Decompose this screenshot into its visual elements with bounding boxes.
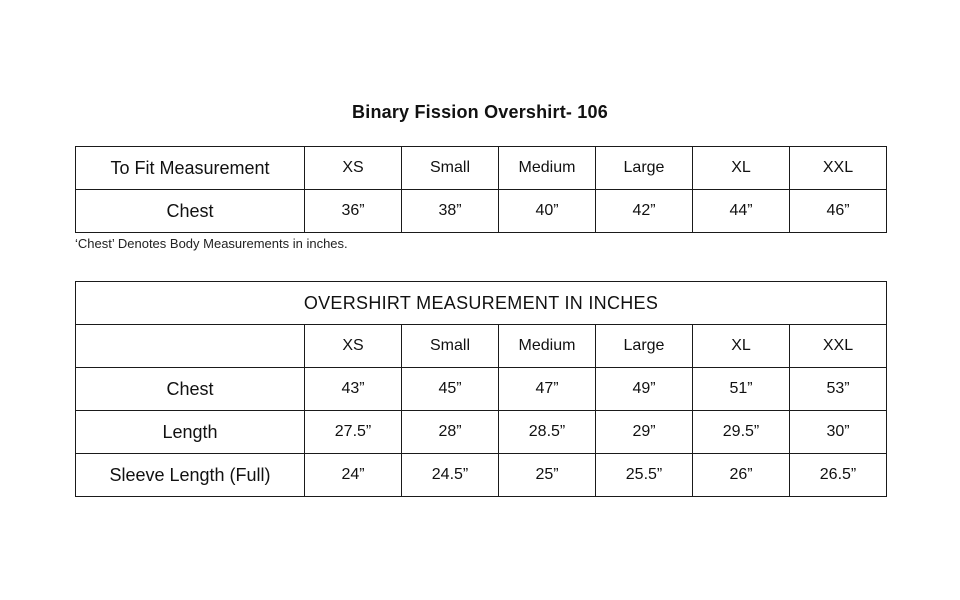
table-cell: 36” xyxy=(305,190,402,233)
table-cell: 25.5” xyxy=(596,454,693,497)
size-header: Large xyxy=(596,325,693,368)
table-row xyxy=(76,411,887,454)
table-cell: 46” xyxy=(790,190,887,233)
table-heading: OVERSHIRT MEASUREMENT IN INCHES xyxy=(76,282,887,325)
row-label: Chest xyxy=(76,368,305,411)
table-cell: 49” xyxy=(596,368,693,411)
chest-note: ‘Chest’ Denotes Body Measurements in inches. xyxy=(75,236,348,251)
table-cell: 25” xyxy=(499,454,596,497)
table-cell: 42” xyxy=(596,190,693,233)
fit-header-label: To Fit Measurement xyxy=(76,147,305,190)
row-label: Chest xyxy=(76,190,305,233)
page-title: Binary Fission Overshirt- 106 xyxy=(352,102,608,122)
table-header-row xyxy=(76,147,887,190)
table-cell: 28” xyxy=(402,411,499,454)
table-cell: 47” xyxy=(499,368,596,411)
size-header: Medium xyxy=(499,325,596,368)
empty-header-cell xyxy=(76,325,305,368)
size-header: XS xyxy=(305,325,402,368)
table-cell: 43” xyxy=(305,368,402,411)
size-header: XXL xyxy=(790,147,887,190)
table-cell: 28.5” xyxy=(499,411,596,454)
size-header: XXL xyxy=(790,325,887,368)
row-label: Sleeve Length (Full) xyxy=(76,454,305,497)
table-cell: 51” xyxy=(693,368,790,411)
table-cell: 45” xyxy=(402,368,499,411)
table-cell: 24” xyxy=(305,454,402,497)
size-header: Medium xyxy=(499,147,596,190)
size-header: Small xyxy=(402,325,499,368)
row-label: Length xyxy=(76,411,305,454)
size-header: XL xyxy=(693,325,790,368)
size-header: XS xyxy=(305,147,402,190)
table-cell: 27.5” xyxy=(305,411,402,454)
table-cell: 44” xyxy=(693,190,790,233)
table-cell: 26” xyxy=(693,454,790,497)
table-cell: 53” xyxy=(790,368,887,411)
overshirt-measurement-table xyxy=(75,281,887,497)
size-header: Small xyxy=(402,147,499,190)
table-row xyxy=(76,454,887,497)
fit-measurement-table xyxy=(75,146,887,233)
table-cell: 29.5” xyxy=(693,411,790,454)
table-cell: 29” xyxy=(596,411,693,454)
table-cell: 40” xyxy=(499,190,596,233)
table-row xyxy=(76,190,887,233)
size-header: XL xyxy=(693,147,790,190)
table-cell: 26.5” xyxy=(790,454,887,497)
table-row xyxy=(76,368,887,411)
size-header: Large xyxy=(596,147,693,190)
table-cell: 30” xyxy=(790,411,887,454)
table-cell: 38” xyxy=(402,190,499,233)
table-header-row xyxy=(76,325,887,368)
table-heading-row xyxy=(76,282,887,325)
table-cell: 24.5” xyxy=(402,454,499,497)
